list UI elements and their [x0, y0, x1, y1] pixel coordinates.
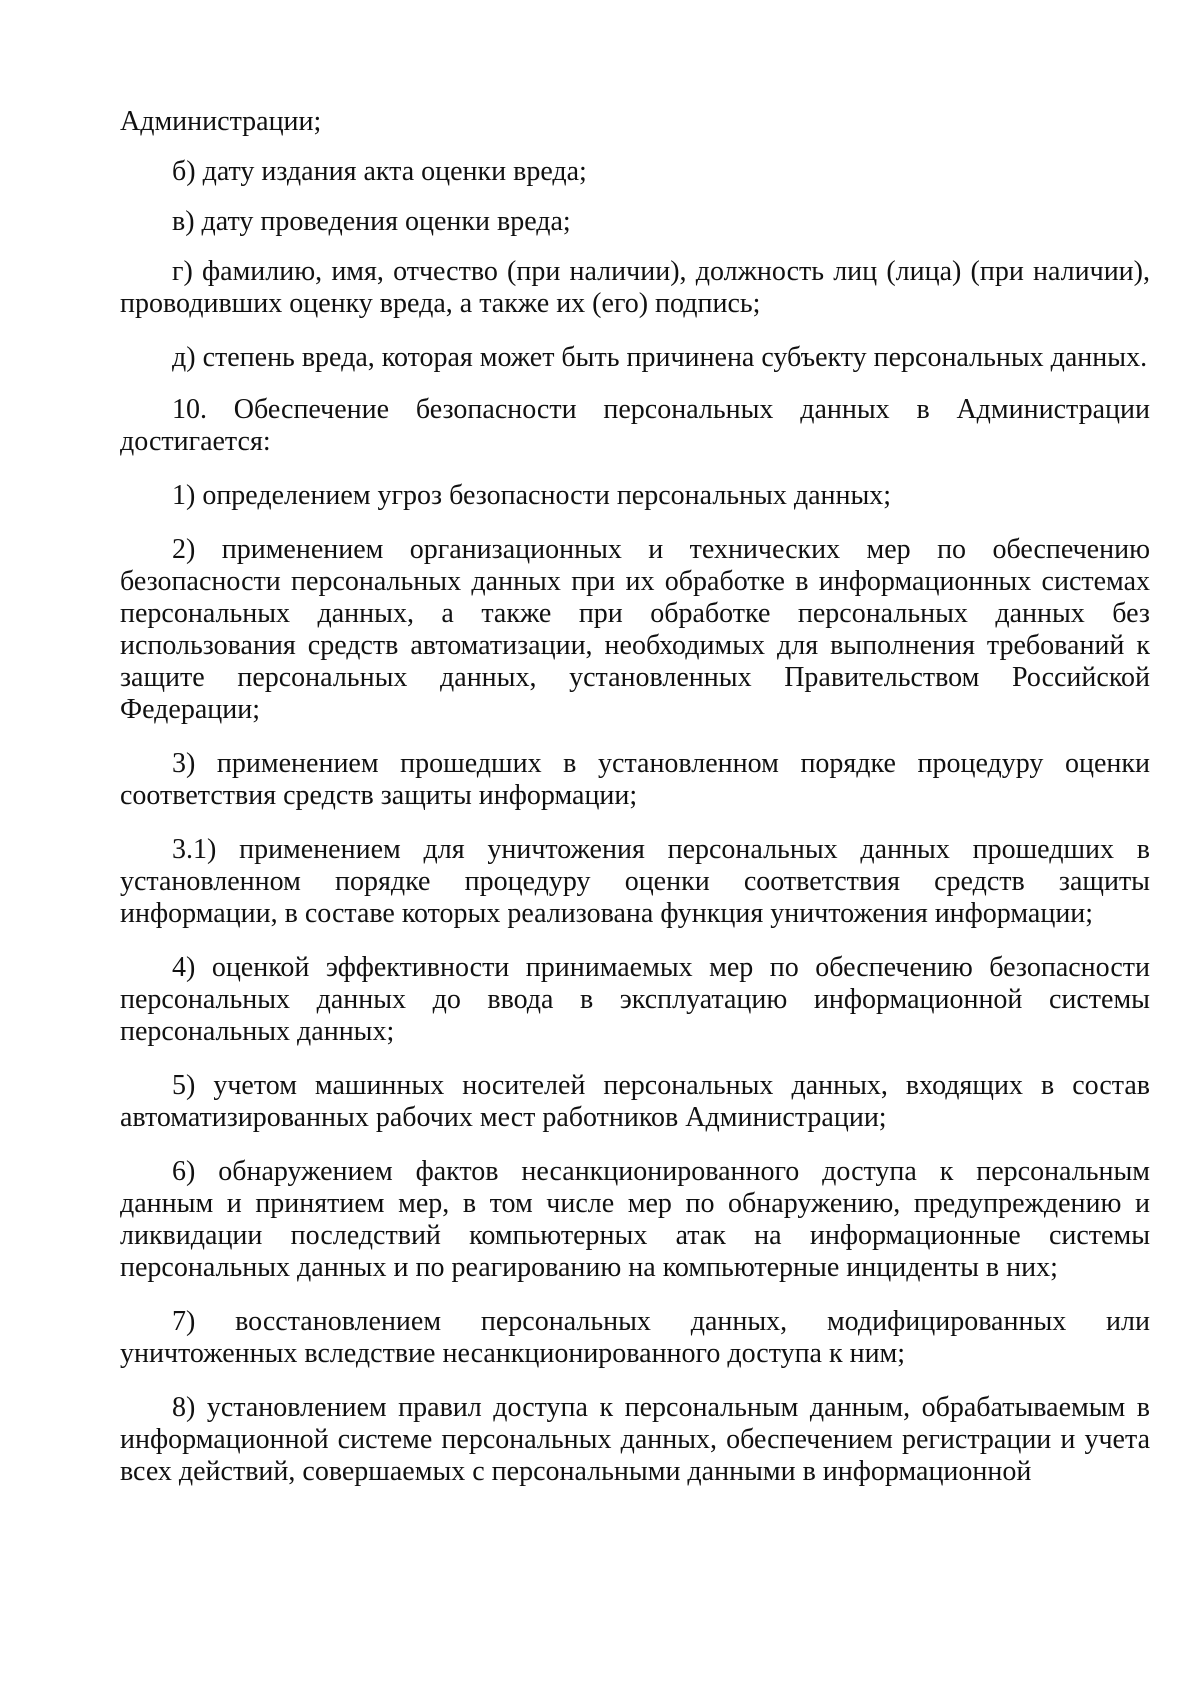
paragraph-14: 8) установлением правил доступа к персональным данным, обрабатываемым в информационной системе персональных данных, обеспечением регистрации и учета всех действий, совершаемых с персональными данными в информационной [120, 1392, 1150, 1487]
paragraph-9: 3.1) применением для уничтожения персональных данных прошедших в установленном порядке процедуру оценки соответствия средств защиты информации, в составе которых реализована функция уничтожения информации; [120, 834, 1150, 929]
paragraph-3: г) фамилию, имя, отчество (при наличии), должность лиц (лица) (при наличии), проводивших оценку вреда, а также их (его) подпись; [120, 256, 1150, 319]
paragraph-10: 4) оценкой эффективности принимаемых мер по обеспечению безопасности персональных данных до ввода в эксплуатацию информационной системы персональных данных; [120, 952, 1150, 1047]
paragraph-11: 5) учетом машинных носителей персональных данных, входящих в состав автоматизированных рабочих мест работников Администрации; [120, 1070, 1150, 1133]
paragraph-12: 6) обнаружением фактов несанкционированного доступа к персональным данным и принятием мер, в том числе мер по обнаружению, предупреждению и ликвидации последствий компьютерных атак на информационные системы персональных данных и по реагированию на компьютерные инциденты в них; [120, 1156, 1150, 1283]
paragraph-6: 1) определением угроз безопасности персональных данных; [172, 480, 892, 511]
paragraph-7: 2) применением организационных и технических мер по обеспечению безопасности персональных данных при их обработке в информационных системах персональных данных, а также при обработке персональных данных без использования средств автоматизации, необходимых для выполнения требований к защите персональных данных, установленных Правительством Российской Федерации; [120, 534, 1150, 725]
paragraph-0: Администрации; [120, 106, 322, 137]
paragraph-2: в) дату проведения оценки вреда; [172, 206, 571, 237]
paragraph-8: 3) применением прошедших в установленном порядке процедуру оценки соответствия средств защиты информации; [120, 748, 1150, 811]
document-body [120, 106, 1150, 1488]
paragraph-4: д) степень вреда, которая может быть причинена субъекту персональных данных. [172, 342, 1148, 373]
paragraph-13: 7) восстановлением персональных данных, модифицированных или уничтоженных вследствие несанкционированного доступа к ним; [120, 1306, 1150, 1369]
paragraph-5: 10. Обеспечение безопасности персональных данных в Администрации достигается: [120, 394, 1150, 457]
paragraph-1: б) дату издания акта оценки вреда; [172, 156, 587, 187]
